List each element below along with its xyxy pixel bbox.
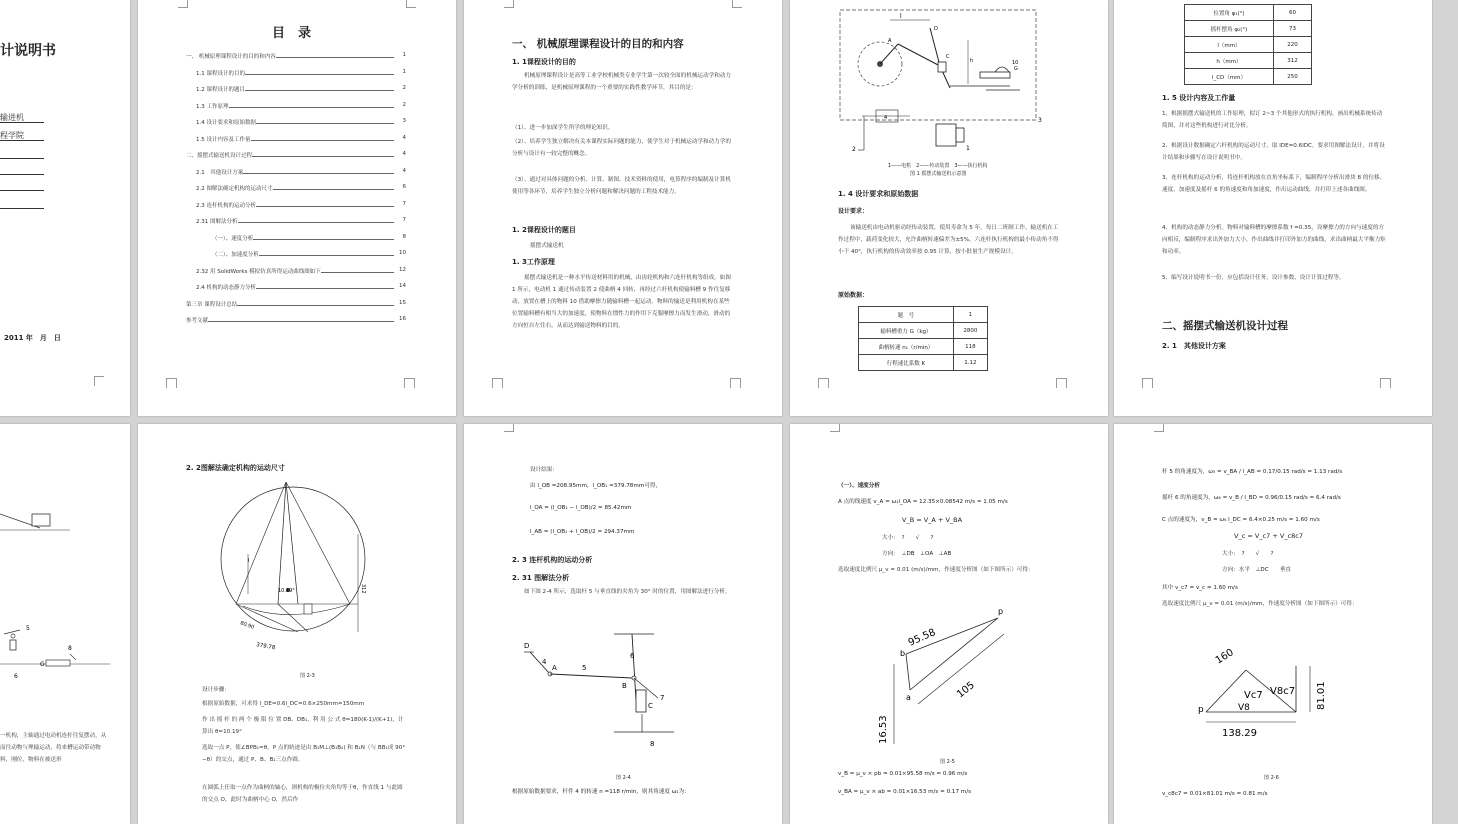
- toc-entry-page: 2: [402, 101, 406, 108]
- toc-entry-label: 1.4 设计要求和原始数据: [196, 120, 256, 126]
- crop-mark: [730, 378, 741, 388]
- toc-entry[interactable]: [196, 217, 406, 226]
- table-row: [1185, 53, 1312, 69]
- section-2-3: 2. 3 连杆机构的运动分析: [512, 556, 593, 564]
- cover-underline-4: [0, 208, 44, 209]
- link-label-4: 4: [542, 658, 547, 666]
- svg-text:10: 10: [1012, 60, 1019, 66]
- vel-dim-pb: 95.58: [906, 627, 938, 649]
- table-row: [859, 323, 988, 339]
- section-1-1: 1. 1课程设计的目的: [512, 58, 576, 66]
- list-item-2: （2）、培养学生独立解决有关本课程实际问题的能力，使学生对于机械运动学和动力学的分析与设计有一较完整的概念。: [512, 139, 731, 157]
- table-cell: h（mm）: [1185, 53, 1274, 69]
- section-1-5: 1. 5 设计内容及工作量: [1162, 94, 1236, 102]
- vel-c-label-4: p: [1198, 705, 1204, 715]
- task-item-4: 4、机构的动态静力分析。物料对输料槽的摩擦系数 f =0.35，设摩擦力的方向与速度的方向相反，编制程序求出外加力大小，作出曲线并打印外加力的曲线，求出曲柄最大平衡力矩和功率。: [1162, 225, 1386, 255]
- cover-line-1: 输进机: [0, 114, 44, 123]
- toc-entry-page: 8: [402, 233, 406, 240]
- toc-entry[interactable]: [196, 267, 406, 276]
- omega5-line: 杆 5 的角速度为，ω₅ = v_BA / l_AB = 0.17/0.15 rad/s = 1.13 rad/s: [1162, 469, 1343, 475]
- original-data-table: [858, 306, 988, 371]
- toc-leader: [245, 69, 394, 75]
- section-2-1: 2. 1 其他设计方案: [1162, 342, 1226, 350]
- para-1-3: 摇摆式输送机是一种水平传送材料用的机械，由齿轮机构和六连杆机构等组成。如图 1 所示，电动机 1 通过传动装置 2 使曲柄 4 回转，再经过六杆机构使输料槽 9 作往复移动，放置在槽上的物料 10 借助摩擦力随输料槽一起运动。物料的输送是利用机构在某些位置输料槽有相当大的加速度，使物料在惯性力的作用下克服摩擦力而发生滑动，滑动的方向恒自左往右，从而达到输送物料的目的。: [512, 275, 731, 329]
- section-2-2: 2. 2图解法确定机构的运动尺寸: [186, 464, 285, 472]
- table-cell: 2800: [953, 323, 987, 339]
- table-cell: 60: [1273, 5, 1311, 21]
- velocity-scale-text: 选取速度比例尺 μ_v = 0.01 (m/s)/mm，作速度分析图（如下图所示）可得：: [838, 567, 1034, 573]
- crop-mark: [1380, 378, 1391, 388]
- crop-mark: [178, 0, 188, 8]
- toc-entry[interactable]: [196, 69, 406, 78]
- toc-leader: [321, 267, 394, 273]
- document-page-toc: [138, 0, 456, 416]
- document-page-10: [1114, 424, 1432, 824]
- graphical-design-figure: [138, 474, 456, 674]
- dim-height: 312: [360, 584, 366, 594]
- vel-c-label-1: Vc7: [1244, 690, 1263, 701]
- toc-entry-page: 12: [399, 266, 406, 273]
- svg-text:l: l: [248, 558, 250, 564]
- toc-entry-label: 2.1 其他设计方案: [196, 169, 244, 176]
- table-row: [859, 307, 988, 323]
- toc-entry-label: 1.3 工作原理: [196, 103, 229, 110]
- toc-entry-label: 二、摇摆式输送机设计过程: [186, 153, 253, 159]
- section-1-4: 1. 4 设计要求和原始数据: [838, 190, 919, 198]
- table-cell: 118: [953, 339, 987, 355]
- velocity-b-result: v_B = μ_v × pb = 0.01×95.58 m/s = 0.96 m/s: [838, 771, 968, 777]
- analysis-intro: 如下图 2-4 所示，选取杆 5 与垂直线的夹角为 30° 时的位置，用图解法进行分析。: [524, 589, 731, 595]
- velocity-polygon-c-figure: [1114, 630, 1432, 770]
- dim-angle: 10.19°: [278, 588, 295, 594]
- toc-entry-label: （一）、速度分析: [212, 235, 254, 242]
- toc-entry-page: 15: [399, 299, 406, 306]
- document-page-3: [464, 0, 782, 416]
- section-2-31: 2. 31 图解法分析: [512, 574, 570, 582]
- toc-entry[interactable]: [196, 102, 406, 111]
- table-cell: 位置角 φ₁(°): [1185, 5, 1274, 21]
- toc-entry-label: 2.2 图解法确定机构的运动尺寸: [196, 186, 273, 192]
- toc-entry-page: 10: [399, 250, 406, 256]
- document-page-6: [0, 424, 130, 824]
- svg-text:C: C: [946, 54, 950, 60]
- design-step-1: 根据原始数据，可求得 l_DE=0.6l_DC=0.6×250mm=150mm: [202, 701, 365, 707]
- link-label-8: 8: [650, 740, 655, 748]
- vel-c-dim-3: 138.29: [1222, 728, 1257, 739]
- toc-leader: [237, 300, 394, 306]
- figure-2-4-caption: 图 2-4: [616, 775, 631, 781]
- table-cell: l（mm）: [1185, 37, 1274, 53]
- cover-underline-3: [0, 190, 44, 191]
- crop-mark: [830, 424, 840, 432]
- velocity-c-equation: V_c = V_c7 + V_c8c7: [1234, 532, 1303, 540]
- toc-entry-label: 1.1 课程设计的目的: [196, 70, 245, 77]
- design-result-title: 设计结果：: [530, 467, 558, 473]
- linkage-position-figure: [464, 624, 782, 764]
- design-step-3: 选取一点 P，使∠BPB₁=θ，P 点的轨迹是由 B₁M⊥(B₁B₂) 和 B₁N（与 BB₁成 90°−θ）的交点，通过 P、B、B₁三点作圆。: [202, 745, 406, 763]
- para-1-2: 摇摆式输送机: [530, 243, 564, 249]
- toc-entry-page: 4: [402, 134, 406, 141]
- design-result-2: l_OA = (l_OB₁ − l_OB)/2 = 85.42mm: [530, 505, 632, 511]
- svg-text:3: 3: [1038, 117, 1042, 124]
- table-cell: 312: [1273, 53, 1311, 69]
- vel-dim-ab: 16.53: [878, 715, 889, 744]
- cover-line-2: 程学院: [0, 132, 44, 141]
- toc-entry-page: 2: [402, 85, 406, 91]
- document-page-8: [464, 424, 782, 824]
- velocity-magnitude-row: 大小： ? √ ?: [882, 535, 934, 541]
- document-page-7: [138, 424, 456, 824]
- crop-mark: [166, 378, 177, 388]
- toc-entry-page: 7: [402, 217, 406, 223]
- list-item-3: （3）、通过对具体问题的分析、计算、制图、技术资料的使用，电算程序的编制及计算机使用等各环节，培养学生独立分析问题和解决问题的工程技术能力。: [512, 177, 731, 195]
- vel-c-label-2: V8c7: [1270, 686, 1296, 697]
- table-cell: 曲柄转速 n₁（r/min）: [859, 339, 954, 355]
- cover-title: 计说明书: [0, 43, 56, 59]
- angular-velocity-text: 根据原始数据要求，杆件 4 的转速 n =118 r/min，则其角速度 ω₁为：: [512, 789, 690, 795]
- cover-underline-1: [0, 158, 44, 159]
- toc-entry[interactable]: [196, 135, 406, 144]
- toc-leader: [252, 151, 394, 157]
- table-row: [1185, 37, 1312, 53]
- vel-c-label-3: V8: [1238, 703, 1250, 713]
- velocity-c-direction: 方向：水平 ⊥DC 垂直: [1222, 567, 1292, 573]
- figure-2-3-caption: 图 2-3: [300, 673, 315, 679]
- velocity-c7-line: 其中 v_c7 = v_c = 1.60 m/s: [1162, 585, 1238, 591]
- link-label-5: 5: [582, 664, 587, 672]
- toc-entry-label: 2.3 连杆机构的运动分析: [196, 202, 256, 209]
- design-result-1: 由 l_OB =208.95mm，l_OB₁ =379.78mm可得，: [530, 483, 662, 489]
- toc-leader: [276, 52, 394, 58]
- toc-leader: [243, 168, 394, 174]
- table-cell: 输料槽重力 G（kg）: [859, 323, 954, 339]
- toc-leader: [256, 283, 394, 289]
- data-title: 原始数据：: [838, 292, 869, 299]
- crop-mark: [1142, 378, 1153, 388]
- velocity-c-line: C 点的速度为，v_B = ω₆ l_DC = 6.4×0.25 m/s = 1.60 m/s: [1162, 517, 1320, 523]
- velocity-direction-row: 方向： ⊥DB ⊥OA ⊥AB: [882, 551, 952, 557]
- link-label-7: 7: [660, 694, 665, 702]
- joint-label-a: A: [552, 664, 557, 672]
- table-row: [1185, 69, 1312, 85]
- crop-mark: [504, 0, 514, 8]
- crop-mark: [1056, 378, 1067, 388]
- toc-entry-page: 4: [402, 167, 406, 174]
- svg-text:D: D: [934, 26, 938, 32]
- vel-dim-pa: 105: [955, 679, 977, 701]
- vel-point-b: b: [900, 649, 906, 658]
- toc-entry-label: 2.4 机构的动态静力分析: [196, 285, 256, 291]
- table-row: [1185, 5, 1312, 21]
- velocity-polygon-figure: [790, 594, 1108, 774]
- toc-entry[interactable]: [186, 151, 406, 160]
- figure-caption: 图 1 摇摆式输送机示意图: [910, 171, 967, 177]
- toc-title: 目 录: [272, 26, 312, 41]
- velocity-ba-result: v_BA = μ_v × ab = 0.01×16.53 m/s = 0.17 m/s: [838, 789, 972, 795]
- velocity-c-magnitude: 大小： ? √ ?: [1222, 551, 1274, 557]
- vel-c-dim-2: 81.01: [1316, 681, 1327, 710]
- toc-entry-label: 1.2 课程设计的题目: [196, 87, 245, 93]
- dim-length-2: 80.90: [239, 620, 255, 631]
- task-item-5: 5、编写设计说明书一份，应包括设计任务、设计参数、设计计算过程等。: [1162, 275, 1345, 281]
- toc-entry-page: 4: [402, 151, 406, 157]
- toc-leader: [245, 85, 394, 91]
- toc-leader: [229, 102, 395, 108]
- section-heading-1: 一、 机械原理课程设计的目的和内容: [512, 38, 684, 50]
- alt-label-1: 5: [26, 625, 30, 632]
- toc-entry-page: 7: [402, 200, 406, 207]
- vel-point-a: a: [906, 693, 911, 702]
- list-item-1: （1）、进一步加深学生所学的理论知识。: [512, 125, 614, 131]
- omega6-line: 摇杆 6 的角速度为，ω₆ = v_B / l_BD = 0.96/0.15 rad/s = 6.4 rad/s: [1162, 495, 1341, 501]
- table-cell: 摇杆摆角 φ₂(°): [1185, 21, 1274, 37]
- svg-text:l: l: [900, 13, 902, 20]
- toc-entry-label: 2.32 用 SolidWorks 模拟仿真所得运动曲线图如下: [196, 268, 321, 275]
- link-label-6: 6: [630, 652, 635, 660]
- task-item-1: 1、根据摇摆式输送机的工作原理，拟订 2~3 个其他形式的执行机构，画出机械系统传动简图，并对这些机构进行对比分析。: [1162, 111, 1383, 129]
- joint-label-b: B: [622, 682, 627, 690]
- requirements-text: 该输送机由电动机驱动经传动装置，使用寿命为 5 年，每日二班制工作。输送机在工作过程中，载荷变化较大，允许曲柄转速偏差为±5%。六连杆执行机构的最小传动角不得小于 40°，执行机构的传动效率按 0.95 计算，按小批量生产规模设计。: [838, 225, 1059, 255]
- alt-label-2: 8: [68, 645, 72, 652]
- svg-text:h: h: [970, 58, 974, 64]
- crop-mark: [406, 0, 416, 8]
- toc-entry-label: 1.5 设计内容及工作量: [196, 136, 251, 143]
- toc-entry-page: 14: [399, 283, 406, 289]
- toc-entry[interactable]: [212, 234, 406, 243]
- toc-entry[interactable]: [196, 118, 406, 127]
- para-1-1: 机械原理课程设计是高等工业学校机械类专业学生第一次较全面的机械运动学和动力学分析的训练，是机械原理课程的一个重要的实践性教学环节，其目的是：: [512, 73, 731, 91]
- document-page-9: [790, 424, 1108, 824]
- table-cell: 1.12: [953, 355, 987, 371]
- toc-entry[interactable]: [186, 300, 406, 309]
- section-1-2: 1. 2课程设计的题目: [512, 226, 576, 234]
- crop-mark: [492, 378, 503, 388]
- toc-entry-label: 第三章 课程设计总结: [186, 301, 238, 308]
- toc-entry[interactable]: [196, 283, 406, 292]
- toc-entry-page: 16: [399, 316, 406, 322]
- toc-entry-page: 1: [402, 52, 406, 58]
- svg-text:G: G: [1014, 66, 1018, 72]
- table-cell: 题 号: [859, 307, 954, 323]
- svg-text:4: 4: [884, 115, 888, 121]
- design-result-3: l_AB = (l_OB₁ + l_OB)/2 = 294.37mm: [530, 529, 635, 535]
- toc-leader: [251, 135, 395, 141]
- toc-leader: [273, 184, 395, 190]
- toc-leader: [259, 250, 394, 256]
- velocity-c-scale: 选取速度比例尺 μ_v = 0.01 (m/s)/mm，作速度分析图（如下图所示）可得：: [1162, 601, 1358, 607]
- toc-entry-page: 3: [402, 118, 406, 124]
- table-cell: 220: [1273, 37, 1311, 53]
- svg-text:2: 2: [852, 146, 856, 153]
- alt-label-4: 6: [14, 673, 18, 680]
- crop-mark: [94, 376, 104, 386]
- task-item-3: 3、连杆机构的运动分析，将连杆机构放在直角坐标系下，编制程序分析出滑块 8 的位移、速度、加速度及摇杆 6 的角速度和角加速度，作出运动曲线，并打印上述各曲线图。: [1162, 175, 1386, 193]
- parameter-table: [1184, 4, 1312, 85]
- document-page-4: [790, 0, 1108, 416]
- table-cell: 250: [1273, 69, 1311, 85]
- task-item-2: 2、根据设计数据确定六杆机构的运动尺寸，取 lDE=0.6lDC。要求用图解法设计，并将设计结果和步骤写在设计说明书中。: [1162, 143, 1385, 161]
- crop-mark: [404, 378, 415, 388]
- toc-leader: [208, 316, 394, 322]
- velocity-c8c7-result: v_c8c7 = 0.01×81.01 m/s = 0.81 m/s: [1162, 791, 1268, 797]
- design-step-4: 在圆弧上任取一点作为曲柄的轴心，则机构的极位夹角均等于θ，作直线 1 与此圆的交点 O，此时为曲柄中心 O，然后作: [202, 785, 403, 803]
- toc-leader: [238, 217, 395, 223]
- section-1-3: 1. 3工作原理: [512, 258, 555, 266]
- toc-entry[interactable]: [196, 184, 406, 193]
- toc-leader: [256, 201, 394, 207]
- table-cell: 1: [953, 307, 987, 323]
- alt-mechanism-text: 一机构，主轴通过电动机连杆往复摆动，从而往动物与理输运动，将来槽运动带动物料，刚位，物料在被送形: [0, 733, 107, 763]
- toc-entry-label: 参考文献: [186, 318, 209, 324]
- joint-label-c: C: [648, 702, 653, 710]
- toc-entry-label: 一、 机械原理课程设计的目的和内容: [186, 54, 276, 60]
- alt-mechanism-figure: [0, 424, 130, 704]
- document-page-cover: [0, 0, 130, 416]
- toc-entry[interactable]: [186, 52, 406, 61]
- crop-mark: [818, 378, 829, 388]
- section-heading-2: 二、摇摆式输送机设计过程: [1162, 320, 1288, 332]
- vel-c-dim-1: 160: [1213, 647, 1236, 667]
- toc-entry[interactable]: [196, 85, 406, 94]
- velocity-equation: V_B = V_A + V_BA: [902, 516, 963, 524]
- figure-2-6-caption: 图 2-6: [1264, 775, 1279, 781]
- velocity-analysis-title: （一）、速度分析: [838, 483, 880, 489]
- table-row: [859, 339, 988, 355]
- design-step-2: 作 出 摇 杆 的 两 个 极 限 位 置 DB、DB₁，利 用 公 式 θ=180(K-1)/(K+1)，计算出 θ=10.19°: [202, 717, 404, 735]
- cover-date: 2011 年 月 日: [4, 334, 61, 342]
- figure-legend: 1——电机 2——传动装置 3——执行机构: [888, 163, 988, 169]
- dim-length-1: 379.78: [255, 642, 276, 652]
- toc-entry-page: 6: [402, 184, 406, 190]
- velocity-a-line: A 点的线速度 v_A = ω₁l_OA = 12.35×0.08542 m/s = 1.05 m/s: [838, 499, 1008, 505]
- svg-text:1: 1: [966, 145, 970, 152]
- toc-entry[interactable]: [186, 316, 406, 325]
- toc-entry-page: 1: [402, 68, 406, 75]
- toc-entry-label: 2.31 图解法分析: [196, 219, 238, 225]
- table-cell: 行程速比系数 K: [859, 355, 954, 371]
- table-cell: l_CD（mm）: [1185, 69, 1274, 85]
- figure-2-5-caption: 图 2-5: [940, 759, 955, 765]
- table-row: [859, 355, 988, 371]
- toc-entry-label: （二）、加速度分析: [212, 252, 259, 258]
- requirements-title: 设计要求：: [838, 208, 869, 215]
- table-cell: 73: [1273, 21, 1311, 37]
- svg-text:A: A: [888, 38, 892, 44]
- toc-entry[interactable]: [196, 168, 406, 177]
- crop-mark: [1154, 424, 1164, 432]
- design-steps-title: 设计步骤：: [202, 687, 230, 693]
- crop-mark: [732, 0, 742, 8]
- conveyor-schematic-figure: [790, 0, 1108, 160]
- alt-label-3: G: [40, 661, 45, 668]
- toc-entry[interactable]: [196, 201, 406, 210]
- joint-label-d: D: [524, 642, 530, 650]
- toc-leader: [253, 234, 394, 240]
- cover-underline-2: [0, 174, 44, 175]
- toc-entry[interactable]: [212, 250, 406, 259]
- document-page-5: [1114, 0, 1432, 416]
- vel-point-p: p: [998, 607, 1004, 616]
- table-row: [1185, 21, 1312, 37]
- toc-leader: [256, 118, 394, 124]
- crop-mark: [504, 424, 514, 432]
